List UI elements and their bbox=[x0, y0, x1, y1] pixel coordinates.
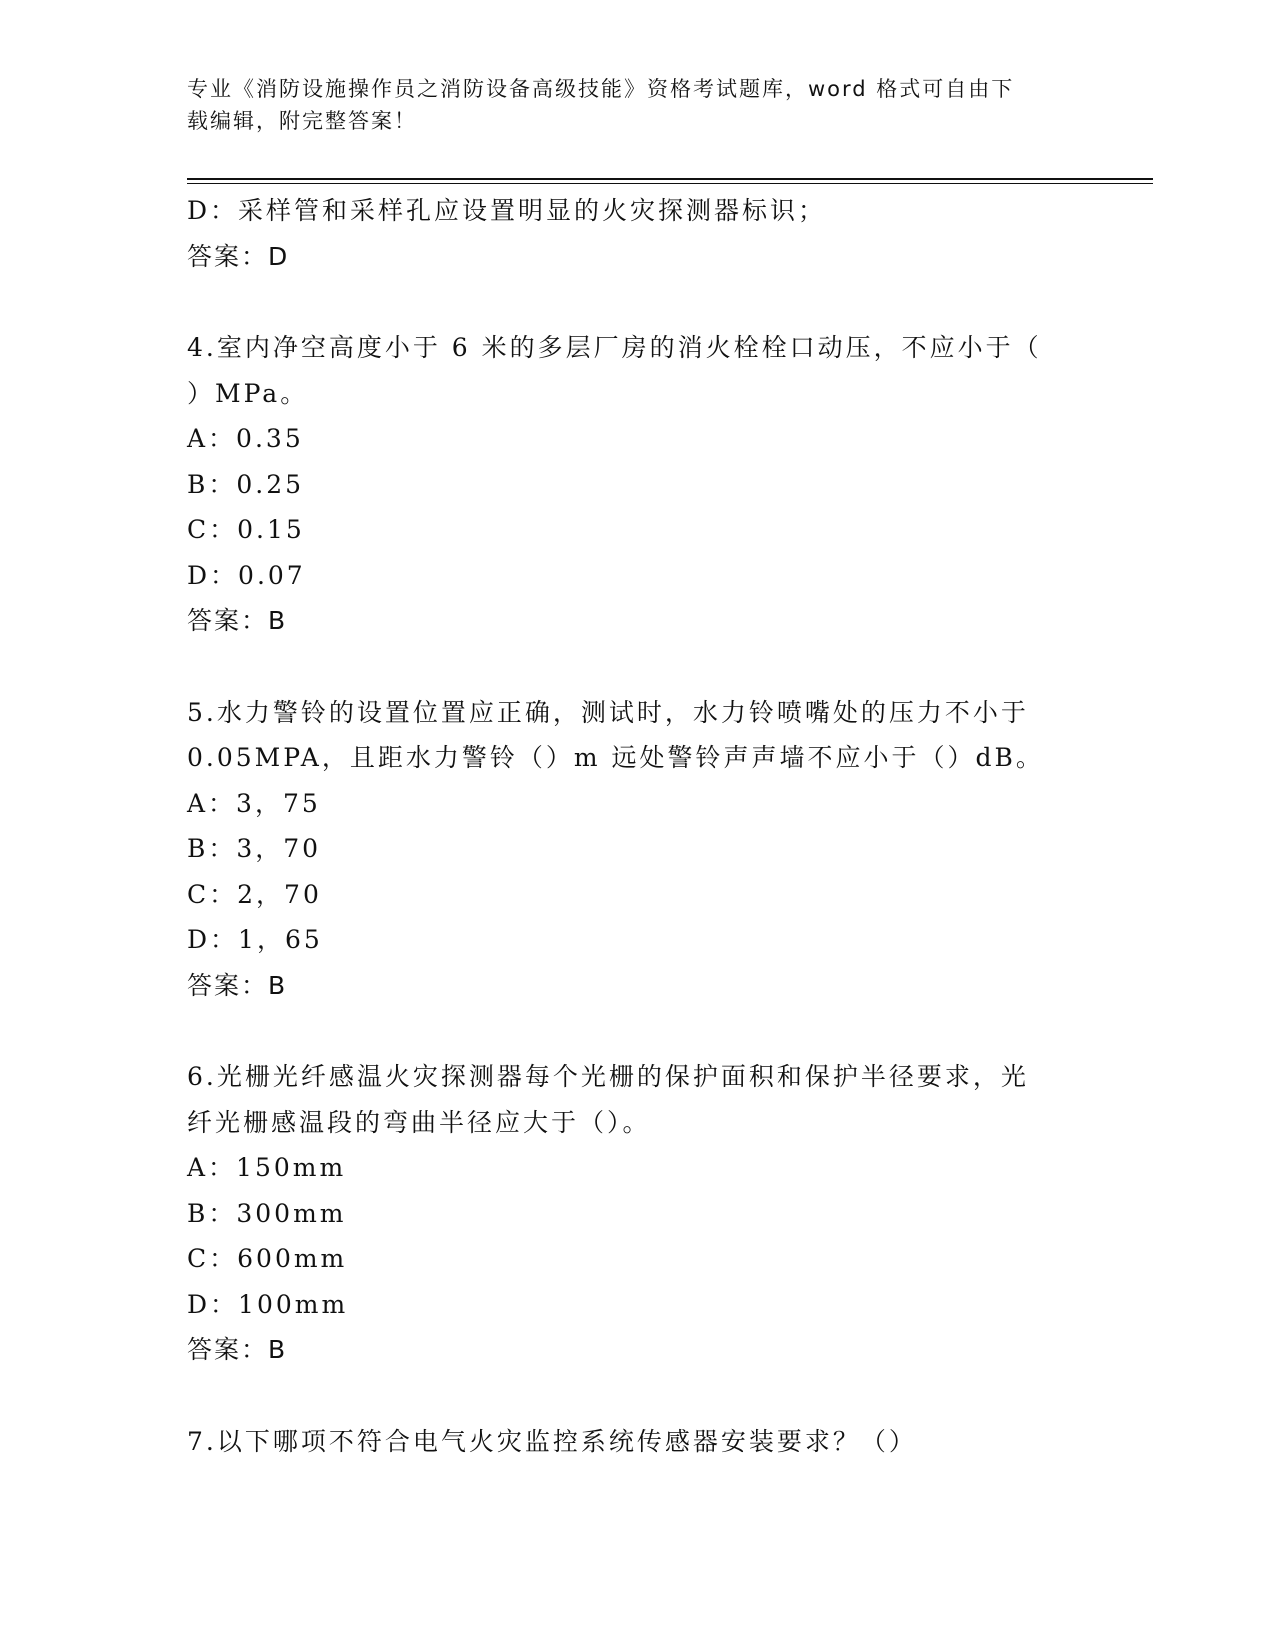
option-b: B：300mm bbox=[187, 1198, 347, 1228]
question-list bbox=[187, 188, 1067, 1464]
header-line-1: 专业《消防设施操作员之消防设备高级技能》资格考试题库，word 格式可自由下 bbox=[187, 77, 1015, 101]
question-stem-line-2: ）MPa。 bbox=[187, 378, 309, 408]
spacer bbox=[187, 1373, 1067, 1419]
header-line-2: 载编辑，附完整答案！ bbox=[187, 109, 417, 133]
header-divider-thick bbox=[187, 178, 1153, 180]
option-d: D：采样管和采样孔应设置明显的火灾探测器标识； bbox=[187, 196, 827, 225]
answer: 答案：B bbox=[187, 970, 288, 1000]
question-4 bbox=[187, 325, 1067, 644]
option-d: D：1，65 bbox=[187, 925, 323, 954]
option-b: B：3，70 bbox=[187, 834, 322, 863]
question-stem-line-2: 0.05MPA，且距水力警铃（）m 远处警铃声声墙不应小于（）dB。 bbox=[187, 743, 1044, 772]
option-a: A：3，75 bbox=[187, 788, 321, 818]
option-d: D：100mm bbox=[187, 1289, 349, 1319]
question-stem-line-1: 5.水力警铃的设置位置应正确，测试时，水力铃喷嘴处的压力不小于 bbox=[187, 697, 1029, 727]
answer: 答案：B bbox=[187, 1335, 288, 1364]
question-stem-line-1: 7.以下哪项不符合电气火灾监控系统传感器安装要求？（） bbox=[187, 1426, 917, 1456]
option-a: A：150mm bbox=[187, 1153, 347, 1182]
spacer bbox=[187, 644, 1067, 690]
document-header bbox=[187, 73, 1067, 137]
answer: 答案：B bbox=[187, 606, 288, 635]
header-divider-thin bbox=[187, 183, 1153, 184]
option-c: C：2，70 bbox=[187, 879, 322, 909]
spacer bbox=[187, 1008, 1067, 1054]
question-7 bbox=[187, 1419, 1067, 1465]
option-c: C：600mm bbox=[187, 1244, 348, 1273]
spacer bbox=[187, 279, 1067, 325]
question-stem-line-1: 6.光栅光纤感温火灾探测器每个光栅的保护面积和保护半径要求，光 bbox=[187, 1062, 1029, 1091]
option-b: B：0.25 bbox=[187, 469, 305, 499]
question-6 bbox=[187, 1054, 1067, 1373]
answer: 答案：D bbox=[187, 241, 290, 271]
question-3-tail bbox=[187, 188, 1067, 279]
question-stem-line-2: 纤光栅感温段的弯曲半径应大于（）。 bbox=[187, 1107, 651, 1137]
question-stem-line-1: 4.室内净空高度小于 6 米的多层厂房的消火栓栓口动压，不应小于（ bbox=[187, 333, 1042, 362]
option-a: A：0.35 bbox=[187, 424, 304, 453]
question-5 bbox=[187, 690, 1067, 1009]
option-c: C：0.15 bbox=[187, 515, 305, 544]
option-d: D：0.07 bbox=[187, 560, 306, 590]
